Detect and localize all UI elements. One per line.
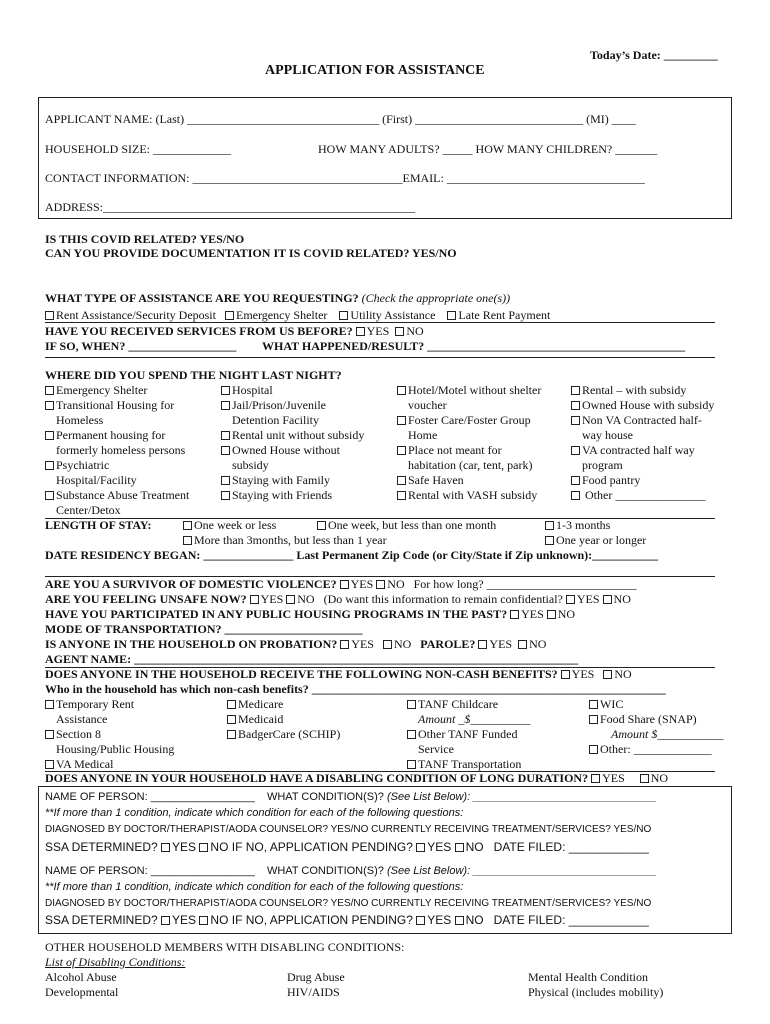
checkbox-icon[interactable] [518, 640, 527, 649]
checkbox-icon[interactable] [45, 386, 54, 395]
food-pantry-option[interactable]: Food pantry [571, 473, 714, 488]
condition-physical: Physical (includes mobility) [528, 985, 664, 999]
person-name-field[interactable]: NAME OF PERSON: _________________ [45, 865, 255, 877]
checkbox-icon[interactable] [455, 916, 464, 925]
food-share-option[interactable]: Food Share (SNAP) [589, 712, 723, 727]
checkbox-icon[interactable] [547, 610, 556, 619]
services-yes[interactable]: YES [356, 324, 390, 338]
disabling-yes[interactable]: YES [591, 771, 625, 785]
contact-info-field[interactable]: CONTACT INFORMATION: ___________________________________EMAIL: _________________________________ [45, 171, 645, 185]
todays-date: Today’s Date: _________ [590, 48, 718, 62]
checkbox-icon[interactable] [589, 715, 598, 724]
checkbox-icon[interactable] [221, 446, 230, 455]
emergency-shelter-option[interactable]: Emergency Shelter [45, 383, 189, 398]
checkbox-icon[interactable] [199, 916, 208, 925]
disabling-list-title: List of Disabling Conditions: [45, 955, 186, 969]
disabling-no[interactable]: NO [640, 771, 668, 785]
checkbox-icon[interactable] [227, 700, 236, 709]
checkbox-icon[interactable] [317, 521, 326, 530]
unsafe-no[interactable]: NO [286, 592, 314, 606]
checkbox-icon[interactable] [407, 730, 416, 739]
checkbox-icon[interactable] [640, 774, 649, 783]
wic-option[interactable]: WIC [589, 697, 723, 712]
utility-assistance-option[interactable]: Utility Assistance [339, 308, 435, 322]
rental-vash-option[interactable]: Rental with VASH subsidy [397, 488, 541, 503]
adults-children-field[interactable]: HOW MANY ADULTS? _____ HOW MANY CHILDREN? _______ [318, 142, 658, 156]
checkbox-icon[interactable] [45, 431, 54, 440]
tanf-childcare-option[interactable]: TANF Childcare [407, 697, 530, 712]
page-title: APPLICATION FOR ASSISTANCE [265, 63, 485, 78]
checkbox-icon[interactable] [561, 670, 570, 679]
staying-family-option[interactable]: Staying with Family [221, 473, 364, 488]
checkbox-icon[interactable] [545, 521, 554, 530]
covid-related-question: IS THIS COVID RELATED? YES/NO [45, 232, 245, 246]
checkbox-icon[interactable] [221, 491, 230, 500]
foster-care-option[interactable]: Foster Care/Foster Group [397, 413, 541, 428]
checkbox-icon[interactable] [545, 536, 554, 545]
checkbox-icon[interactable] [376, 580, 385, 589]
confidential-yes[interactable]: YES [566, 592, 600, 606]
stay-1-3-months[interactable]: 1-3 months [545, 518, 610, 532]
checkbox-icon[interactable] [161, 843, 170, 852]
checkbox-icon[interactable] [161, 916, 170, 925]
other-members-heading: OTHER HOUSEHOLD MEMBERS WITH DISABLING CONDITIONS: [45, 940, 405, 954]
other-tanf-option[interactable]: Other TANF Funded [407, 727, 530, 742]
transitional-housing-option[interactable]: Transitional Housing for [45, 398, 189, 413]
date-filed-field[interactable]: DATE FILED: ____________ [493, 840, 649, 854]
checkbox-icon[interactable] [221, 431, 230, 440]
checkbox-icon[interactable] [286, 595, 295, 604]
assistance-options [45, 308, 550, 322]
public-housing-yes[interactable]: YES [510, 607, 544, 621]
checkbox-icon[interactable] [395, 327, 404, 336]
ssa-row: SSA DETERMINED? YES NO IF NO, APPLICATION PENDING? YES NO DATE FILED: ____________ [45, 840, 649, 854]
condition-drug: Drug Abuse [287, 970, 345, 984]
checkbox-icon[interactable] [45, 730, 54, 739]
checkbox-icon[interactable] [397, 476, 406, 485]
condition-field[interactable]: (See List Below): ______________________________ [386, 791, 657, 803]
benefits-col-2 [227, 697, 340, 742]
checkbox-icon[interactable] [225, 311, 234, 320]
disabling-condition-question: DOES ANYONE IN YOUR HOUSEHOLD HAVE A DISABLING CONDITION OF LONG DURATION? YES NO [45, 771, 669, 785]
temporary-rent-option[interactable]: Temporary Rent [45, 697, 174, 712]
condition-hiv: HIV/AIDS [287, 985, 340, 999]
person-2-row: NAME OF PERSON: _________________ WHAT CONDITION(S)? (See List Below): ______________________________ [45, 865, 657, 877]
checkbox-icon[interactable] [45, 700, 54, 709]
pending-yes[interactable]: YES [416, 840, 451, 854]
place-not-meant-option[interactable]: Place not meant for [397, 443, 541, 458]
checkbox-icon[interactable] [45, 760, 54, 769]
checkbox-icon[interactable] [250, 595, 259, 604]
checkbox-icon[interactable] [340, 580, 349, 589]
checkbox-icon[interactable] [407, 700, 416, 709]
probation-no[interactable]: NO [383, 637, 411, 651]
safe-haven-option[interactable]: Safe Haven [397, 473, 541, 488]
multi-condition-note: **If more than 1 condition, indicate which condition for each of the following questions: [45, 881, 464, 893]
checkbox-icon[interactable] [227, 715, 236, 724]
assistance-type-question [45, 291, 510, 305]
checkbox-icon[interactable] [591, 774, 600, 783]
night-col-4: Rental – with subsidy Owned House with subsidy Non VA Contracted half- way house VA contracted half way program Food pantry Other _______________ [571, 383, 714, 503]
emergency-shelter-option[interactable]: Emergency Shelter [225, 308, 327, 322]
applicant-name-field[interactable]: APPLICANT NAME: (Last) ________________________________ (First) ____________________________ (MI) ____ [45, 112, 636, 126]
checkbox-icon[interactable] [199, 843, 208, 852]
checkbox-icon[interactable] [589, 700, 598, 709]
night-col-3: Hotel/Motel without shelter voucher Foster Care/Foster Group Home Place not meant for habitation (car, tent, park) Safe Haven Rental with VASH subsidy [397, 383, 541, 503]
checkbox-icon[interactable] [383, 640, 392, 649]
stay-week-or-less[interactable]: One week or less [183, 518, 276, 532]
hotel-motel-option[interactable]: Hotel/Motel without shelter [397, 383, 541, 398]
medicare-option[interactable]: Medicare [227, 697, 340, 712]
services-when-field[interactable]: IF SO, WHEN? __________________ [45, 339, 237, 353]
tanf-transportation-option[interactable]: TANF Transportation [407, 757, 530, 772]
checkbox-icon[interactable] [603, 670, 612, 679]
rental-with-subsidy-option[interactable]: Rental – with subsidy [571, 383, 714, 398]
noncash-benefits-question: DOES ANYONE IN THE HOUSEHOLD RECEIVE THE FOLLOWING NON-CASH BENEFITS? YES NO [45, 667, 632, 681]
services-no[interactable]: NO [395, 324, 423, 338]
checkbox-icon[interactable] [397, 416, 406, 425]
checkbox-icon[interactable] [571, 386, 580, 395]
snap-amount-field[interactable]: Amount $___________ [611, 727, 724, 741]
benefits-col-1: Temporary Rent Assistance Section 8 Housing/Public Housing VA Medical [45, 697, 174, 772]
pending-no[interactable]: NO [455, 840, 484, 854]
checkbox-icon[interactable] [397, 386, 406, 395]
noncash-no[interactable]: NO [603, 667, 631, 681]
parole-no[interactable]: NO [518, 637, 546, 651]
pending-yes[interactable]: YES [416, 913, 451, 927]
permanent-housing-option[interactable]: Permanent housing for [45, 428, 189, 443]
residency-began-field[interactable]: DATE RESIDENCY BEGAN: _______________ Last Permanent Zip Code (or City/State if Zip unknown):___________ [45, 548, 659, 562]
medicaid-option[interactable]: Medicaid [227, 712, 340, 727]
checkbox-icon[interactable] [183, 521, 192, 530]
va-medical-option[interactable]: VA Medical [45, 757, 174, 772]
services-result-field[interactable]: WHAT HAPPENED/RESULT? ___________________________________________ [262, 339, 686, 353]
checkbox-icon[interactable] [571, 446, 580, 455]
rent-assistance-option[interactable]: Rent Assistance/Security Deposit [45, 308, 216, 322]
checkbox-icon[interactable] [397, 446, 406, 455]
dv-no[interactable]: NO [376, 577, 404, 591]
condition-alcohol: Alcohol Abuse [45, 970, 117, 984]
non-va-halfway-option[interactable]: Non VA Contracted half- [571, 413, 714, 428]
staying-friends-option[interactable]: Staying with Friends [221, 488, 364, 503]
services-before-question: HAVE YOU RECEIVED SERVICES FROM US BEFORE? YES NO [45, 324, 424, 338]
parole-yes[interactable]: YES [478, 637, 512, 651]
probation-yes[interactable]: YES [340, 637, 374, 651]
transportation-field[interactable]: MODE OF TRANSPORTATION? _______________________ [45, 622, 363, 636]
other-benefit-option[interactable]: Other: _____________ [589, 742, 723, 757]
checkbox-icon[interactable] [571, 491, 580, 500]
confidential-no[interactable]: NO [603, 592, 631, 606]
condition-developmental: Developmental [45, 985, 119, 999]
checkbox-icon[interactable] [227, 730, 236, 739]
rental-without-subsidy-option[interactable]: Rental unit without subsidy [221, 428, 364, 443]
dv-how-long-field[interactable]: For how long? _________________________ [413, 577, 637, 591]
benefits-col-4 [589, 697, 723, 757]
checkbox-icon[interactable] [478, 640, 487, 649]
noncash-yes[interactable]: YES [561, 667, 595, 681]
other-option[interactable]: Other _______________ [571, 488, 714, 503]
checkbox-icon[interactable] [603, 595, 612, 604]
unsafe-question: ARE YOU FEELING UNSAFE NOW? YES NO (Do want this information to remain confidential? YES NO [45, 592, 631, 606]
checkbox-icon[interactable] [416, 916, 425, 925]
ssa-no[interactable]: NO [199, 913, 228, 927]
checkbox-icon[interactable] [45, 461, 54, 470]
hospital-option[interactable]: Hospital [221, 383, 364, 398]
stay-3months-to-year[interactable]: More than 3months, but less than 1 year [183, 533, 387, 547]
checkbox-icon[interactable] [183, 536, 192, 545]
date-filed-field[interactable]: DATE FILED: ____________ [493, 913, 649, 927]
checkbox-icon[interactable] [455, 843, 464, 852]
checkbox-icon[interactable] [566, 595, 575, 604]
stay-year-or-longer[interactable]: One year or longer [545, 533, 646, 547]
last-night-question: WHERE DID YOU SPEND THE NIGHT LAST NIGHT? [45, 368, 342, 382]
checkbox-icon[interactable] [416, 843, 425, 852]
multi-condition-note: **If more than 1 condition, indicate which condition for each of the following questions: [45, 807, 464, 819]
checkbox-icon[interactable] [221, 476, 230, 485]
covid-documentation-question: CAN YOU PROVIDE DOCUMENTATION IT IS COVID RELATED? YES/NO [45, 246, 457, 260]
psychiatric-option[interactable]: Psychiatric [45, 458, 189, 473]
badgercare-option[interactable]: BadgerCare (SCHIP) [227, 727, 340, 742]
checkbox-icon[interactable] [221, 401, 230, 410]
checkbox-icon[interactable] [589, 745, 598, 754]
person-name-field[interactable]: NAME OF PERSON: _________________ [45, 791, 255, 803]
checkbox-icon[interactable] [340, 640, 349, 649]
length-of-stay-label: LENGTH OF STAY: [45, 518, 152, 532]
public-housing-question: HAVE YOU PARTICIPATED IN ANY PUBLIC HOUSING PROGRAMS IN THE PAST? YES NO [45, 607, 576, 621]
night-col-1: Emergency Shelter Transitional Housing for Homeless Permanent housing for formerly homeless persons Psychiatric Hospital/Facility Substance Abuse Treatment Center/Detox [45, 383, 189, 518]
owned-house-with-option[interactable]: Owned House with subsidy [571, 398, 714, 413]
assistance-hint: (Check the appropriate one(s)) [361, 291, 511, 305]
checkbox-icon[interactable] [571, 401, 580, 410]
condition-field[interactable]: (See List Below): ______________________________ [386, 865, 657, 877]
unsafe-yes[interactable]: YES [250, 592, 284, 606]
who-noncash-field[interactable]: Who in the household has which non-cash benefits? ___________________________________________________________ [45, 682, 666, 696]
dv-yes[interactable]: YES [340, 577, 374, 591]
condition-mental-health: Mental Health Condition [528, 970, 648, 984]
checkbox-icon[interactable] [407, 760, 416, 769]
ssa-yes[interactable]: YES [161, 913, 196, 927]
checkbox-icon[interactable] [221, 386, 230, 395]
late-rent-option[interactable]: Late Rent Payment [447, 308, 550, 322]
ssa-row: SSA DETERMINED? YES NO IF NO, APPLICATION PENDING? YES NO DATE FILED: ____________ [45, 913, 649, 927]
public-housing-no[interactable]: NO [547, 607, 575, 621]
assistance-question-text: WHAT TYPE OF ASSISTANCE ARE YOU REQUESTING? [45, 291, 359, 305]
checkbox-icon[interactable] [447, 311, 456, 320]
checkbox-icon[interactable] [571, 416, 580, 425]
probation-question: IS ANYONE IN THE HOUSEHOLD ON PROBATION? YES NO PAROLE? YES NO [45, 637, 547, 651]
checkbox-icon[interactable] [356, 327, 365, 336]
checkbox-icon[interactable] [397, 491, 406, 500]
pending-no[interactable]: NO [455, 913, 484, 927]
divider [45, 322, 715, 323]
section-8-option[interactable]: Section 8 [45, 727, 174, 742]
ssa-yes[interactable]: YES [161, 840, 196, 854]
diagnosed-treatment-line: DIAGNOSED BY DOCTOR/THERAPIST/AODA COUNSELOR? YES/NO CURRENTLY RECEIVING TREATMENT/SERVICES? YES/NO [45, 898, 652, 909]
va-halfway-option[interactable]: VA contracted half way [571, 443, 714, 458]
checkbox-icon[interactable] [571, 476, 580, 485]
checkbox-icon[interactable] [339, 311, 348, 320]
checkbox-icon[interactable] [510, 610, 519, 619]
domestic-violence-question: ARE YOU A SURVIVOR OF DOMESTIC VIOLENCE? YES NO For how long? _________________________ [45, 577, 637, 591]
jail-option[interactable]: Jail/Prison/Juvenile [221, 398, 364, 413]
stay-week-to-month[interactable]: One week, but less than one month [317, 518, 496, 532]
diagnosed-treatment-line: DIAGNOSED BY DOCTOR/THERAPIST/AODA COUNSELOR? YES/NO CURRENTLY RECEIVING TREATMENT/SERVICES? YES/NO [45, 824, 652, 835]
owned-house-without-option[interactable]: Owned House without [221, 443, 364, 458]
night-col-2: Hospital Jail/Prison/Juvenile Detention Facility Rental unit without subsidy Owned House without subsidy Staying with Family Staying with Friends [221, 383, 364, 503]
substance-abuse-option[interactable]: Substance Abuse Treatment [45, 488, 189, 503]
person-1-row: NAME OF PERSON: _________________ WHAT CONDITION(S)? (See List Below): ______________________________ [45, 791, 657, 803]
checkbox-icon[interactable] [45, 491, 54, 500]
tanf-amount-field[interactable]: Amount _$__________ [418, 712, 531, 726]
agent-name-field[interactable]: AGENT NAME: __________________________________________________________________________ [45, 652, 579, 666]
household-size-field[interactable]: HOUSEHOLD SIZE: _____________ [45, 142, 231, 156]
checkbox-icon[interactable] [45, 401, 54, 410]
benefits-col-3: TANF Childcare Amount _$__________ Other TANF Funded Service TANF Transportation [407, 697, 530, 772]
ssa-no[interactable]: NO [199, 840, 228, 854]
address-field[interactable]: ADDRESS:____________________________________________________ [45, 200, 416, 214]
checkbox-icon[interactable] [45, 311, 54, 320]
divider [45, 357, 715, 358]
